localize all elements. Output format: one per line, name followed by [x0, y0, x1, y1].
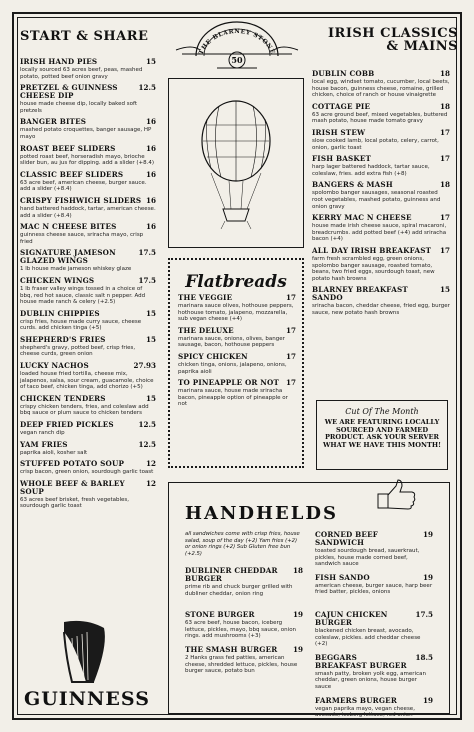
menu-item-price: 17 — [439, 213, 450, 223]
menu-item-price: 17 — [285, 378, 296, 388]
svg-text:THE BLARNEY STONE — [198, 28, 277, 56]
menu-item-description: slow cooked lamb, local potato, celery, carrot, onion, garlic toast — [312, 137, 439, 151]
menu-item-name: THE VEGGIE — [178, 293, 233, 302]
start-share-heading: START & SHARE — [20, 29, 149, 44]
menu-item — [178, 327, 296, 349]
menu-item-price: 19 — [292, 610, 303, 620]
menu-item-price: 17.5 — [138, 248, 156, 258]
menu-item-price: 17 — [439, 154, 450, 164]
menu-item — [178, 353, 296, 375]
cut-of-month-body: WE ARE FEATURING LOCALLY SOURCED AND FARMED PRODUCT. ASK YOUR SERVER WHAT WE HAVE THIS MONTH! — [323, 418, 442, 449]
menu-item-description: crisp fries, house made curry sauce, cheese curds. add chicken tinga (+5) — [20, 318, 142, 332]
menu-item — [20, 249, 156, 273]
menu-item-price: 18 — [439, 101, 450, 111]
menu-item-name: BLARNEY BREAKFAST SANDO — [312, 285, 408, 303]
handhelds-note: all sandwiches come with crisp fries, house salad, soup of the day (+2) Yam fries (+2) or onion rings (+2) Sub Gluten free bun (+2.5) — [185, 531, 300, 557]
menu-item-name: KERRY MAC N CHEESE — [312, 213, 412, 223]
menu-item — [315, 611, 433, 648]
menu-item — [315, 654, 433, 691]
menu-item — [185, 567, 303, 597]
menu-item-price: 15 — [439, 285, 450, 295]
menu-item — [20, 58, 156, 80]
menu-item — [20, 223, 156, 245]
menu-item-name: DUBLIN CHIPPIES — [20, 308, 100, 318]
menu-item-description: spolombo banger sausages, seasonal roasted root vegetables, mashed potato, guinness and onion gravy — [312, 190, 441, 210]
menu-item — [315, 697, 433, 719]
menu-item-description: hand battered haddock, tartar, american cheese. add a slider (+8.4) — [20, 205, 156, 219]
menu-item-description: 63 acre ground beef, mixed vegetables, buttered mash potato, house made tomato gravy — [312, 111, 448, 125]
menu-item — [20, 441, 156, 457]
menu-item — [20, 197, 156, 219]
menu-item-name: MAC N CHEESE BITES — [20, 222, 117, 232]
menu-item-price: 27.93 — [133, 361, 156, 371]
menu-item-description: harp lager battered haddock, tartar sauce, coleslaw, fries. add extra fish (+8) — [312, 164, 430, 177]
harp-icon — [24, 618, 144, 688]
menu-item-description: blackened chicken breast, avocado, coleslaw, pickles. add cheddar cheese (+2) — [315, 627, 421, 648]
menu-item-description: loaded house fried tortilla, cheese mix, jalapenos, salsa, sour cream, guacamole, choice of taco beef, chicken tinga, add chorizo (+5) — [20, 371, 154, 391]
menu-item-price: 17 — [439, 245, 450, 255]
menu-item-description: shepherd's gravy, potted beef, crisp fries, cheese curds, green onion — [20, 344, 136, 358]
menu-item-description: local egg, windset tomato, cucumber, local beets, house bacon, guinness cheese, romaine, grilled chicken, choice of ranch or house vinaigrette — [312, 79, 450, 99]
menu-item — [20, 84, 156, 114]
menu-item-name: LUCKY NACHOS — [20, 361, 89, 371]
menu-item-price: 16 — [145, 195, 156, 205]
blarney-stone-badge — [172, 16, 302, 78]
menu-item-price: 16 — [145, 143, 156, 153]
menu-item — [312, 286, 450, 316]
menu-item-name: SHEPHERD'S FRIES — [20, 334, 106, 344]
menu-item-description: 1 lb house made jameson whiskey glaze — [20, 266, 132, 273]
menu-item-price: 12.5 — [138, 439, 156, 449]
menu-item-description: american cheese, burger sauce, harp beer fried batter, pickles, onions — [315, 582, 433, 596]
menu-item-name: FISH BASKET — [312, 154, 372, 164]
menu-item-description: marinara sauce olives, hothouse peppers, hothouse tomato, jalapeno, mozzarella, sub vegan cheese (+4) — [178, 303, 294, 323]
badge-ornament-icon — [172, 16, 302, 78]
menu-item-description: marinara sauce, house made sriracha bacon, pineapple option of pineapple or not — [178, 388, 288, 408]
menu-item-description: sriracha bacon, cheddar cheese, fried egg, burger sauce, new potato hash browns — [312, 303, 450, 316]
menu-item-name: CORNED BEEF SANDWICH — [315, 530, 379, 547]
menu-item-name: SPICY CHICKEN — [178, 351, 248, 361]
thumbs-up-hand-icon — [374, 478, 418, 516]
menu-item-description: mashed potato croquettes, banger sausage, HP mayo — [20, 127, 152, 140]
menu-item — [312, 129, 450, 151]
menu-item-price: 17.5 — [415, 609, 433, 619]
menu-item-name: TO PINEAPPLE OR NOT — [178, 378, 280, 388]
menu-item-price: 19 — [292, 644, 303, 654]
balloon-illustration-frame — [168, 78, 304, 248]
menu-item-price: 19 — [422, 695, 433, 705]
irish-classics-list — [312, 70, 450, 320]
menu-item — [312, 181, 450, 210]
menu-item-name: ALL DAY IRISH BREAKFAST — [312, 245, 432, 255]
menu-item-name: ROAST BEEF SLIDERS — [20, 143, 116, 153]
irish-classics-heading-line1: IRISH CLASSICS — [327, 26, 458, 41]
flatbreads-title: Flatbreads — [185, 272, 287, 292]
menu-item-description: house made cheese dip, locally baked soft pretzels — [20, 101, 138, 114]
menu-item-description: 63 acre beef, american cheese, burger sauce. add a slider (+8.4) — [20, 179, 147, 193]
menu-item — [20, 395, 156, 417]
menu-item-description: vegan ranch dip — [20, 430, 65, 437]
menu-item-price: 16 — [145, 117, 156, 127]
menu-item-price: 15 — [145, 57, 156, 66]
menu-item-price: 12.5 — [138, 420, 156, 430]
menu-item — [20, 145, 156, 167]
menu-item-description: house made irish cheese sauce, spiral macaroni, breadcrumbs. add potted beef (+4) add sriracha bacon (+4) — [312, 223, 447, 243]
menu-item-name: THE SMASH BURGER — [185, 644, 278, 654]
menu-item-price: 12 — [145, 459, 156, 469]
menu-item-description: paprika aioli, kosher salt — [20, 449, 88, 456]
badge-number: 50 — [231, 55, 243, 65]
menu-item-name: BEGGARS BREAKFAST BURGER — [315, 652, 407, 670]
handhelds-title: HANDHELDS — [185, 503, 339, 524]
menu-item-name: CHICKEN TENDERS — [20, 393, 106, 403]
flatbreads-section — [168, 258, 304, 468]
menu-item-price: 12 — [145, 478, 156, 488]
menu-item-description: locally sourced 63 acres beef, peas, mashed potato, potted beef onion gravy — [20, 67, 143, 80]
menu-item-description: chicken tinga, onions, jalapeno, onions, paprika aioli — [178, 361, 287, 375]
menu-item-price: 16 — [145, 222, 156, 232]
cut-of-month-box — [316, 400, 448, 470]
menu-item-description: toasted sourdough bread, sauerkraut, pickles, house made corned beef, sandwich sauce — [315, 548, 420, 568]
menu-item — [178, 294, 296, 323]
menu-item — [20, 310, 156, 332]
menu-item-name: YAM FRIES — [20, 439, 68, 449]
menu-item-price: 18 — [439, 180, 450, 190]
menu-item-description: prime rib and chuck burger grilled with dubliner cheddar, onion ring — [185, 584, 293, 597]
badge-title: THE BLARNEY STONE — [197, 27, 277, 56]
guinness-wordmark: GUINNESS — [24, 688, 150, 710]
menu-item-price: 12.5 — [138, 83, 156, 93]
cut-of-month-title: Cut Of The Month — [345, 407, 419, 416]
menu-item-name: DUBLINER CHEDDAR BURGER — [185, 566, 278, 583]
menu-item-price: 15 — [145, 393, 156, 403]
menu-item — [185, 611, 303, 640]
menu-item — [20, 362, 156, 391]
menu-item-description: farm fresh scrambled egg, green onions, spolombo banger sausage, roasted tomato, beans, two fried eggs, sourdough toast, new potato hash browns — [312, 255, 435, 282]
irish-classics-heading-line2: & MAINS — [386, 39, 458, 54]
menu-item — [20, 480, 156, 510]
menu-item-name: PRETZEL & GUINNESS CHEESE DIP — [20, 83, 118, 101]
menu-item — [315, 531, 433, 568]
menu-item — [178, 379, 296, 408]
menu-item-description: 63 acre beef, house bacon, iceberg lettuce, pickles, mayo, bbq sauce, onion rings. add mushrooms (+3) — [185, 620, 297, 640]
menu-item — [20, 421, 156, 437]
menu-item-name: DUBLIN COBB — [312, 69, 375, 78]
menu-item — [185, 646, 303, 675]
irish-classics-heading — [328, 27, 458, 53]
menu-item-description: 1 lb fraser valley wings tossed in a choice of bbq, red hot sauce, classic salt n pepper. Add house made ranch & celery (+2.5) — [20, 285, 146, 306]
menu-item — [20, 118, 156, 140]
menu-item-name: CAJUN CHICKEN BURGER — [315, 609, 388, 627]
handhelds-right-list — [315, 531, 433, 725]
start-share-list — [20, 58, 156, 514]
menu-item-description: potted roast beef, horseradish mayo, brioche slider bun, au jus for dipping. add a slider (+8.4) — [20, 153, 154, 167]
menu-item-description: crispy chicken tenders, fries, and coleslaw add bbq sauce or plum sauce to chicken tenders — [20, 403, 149, 417]
menu-item-description: crisp bacon, green onion, sourdough garlic toast — [20, 469, 154, 476]
menu-item-name: IRISH STEW — [312, 127, 366, 137]
menu-item-name: WHOLE BEEF & BARLEY SOUP — [20, 478, 125, 496]
menu-item-description: 63 acres beef brisket, fresh vegetables, sourdough garlic toast — [20, 496, 130, 510]
menu-item-name: DEEP FRIED PICKLES — [20, 420, 114, 430]
menu-item-price: 17 — [285, 293, 296, 302]
menu-item-name: FARMERS BURGER — [315, 695, 398, 705]
menu-item-price: 18.5 — [415, 652, 433, 662]
menu-item-name: SIGNATURE JAMESON GLAZED WINGS — [20, 248, 116, 266]
menu-item — [20, 171, 156, 193]
menu-item — [312, 155, 450, 177]
menu-item-name: CLASSIC BEEF SLIDERS — [20, 169, 124, 179]
menu-item-description: guinness cheese sauce, sriracha mayo, crisp fried — [20, 232, 144, 245]
menu-item-name: THE DELUXE — [178, 325, 234, 335]
menu-item-price: 17 — [439, 127, 450, 137]
menu-item — [20, 336, 156, 358]
menu-item-description: smash patty, broken yolk egg, american cheddar, green onions, house burger sauce — [315, 670, 426, 690]
menu-item-name: STONE BURGER — [185, 610, 255, 620]
menu-item-name: BANGERS & MASH — [312, 180, 393, 190]
menu-item-description: 2 Hanks grass fed patties, american cheese, shredded lettuce, pickles, house burger sauce, potato bun — [185, 654, 298, 675]
menu-item-price: 15 — [145, 308, 156, 318]
menu-item — [312, 214, 450, 243]
menu-item-description: vegan paprika mayo, vegan cheese, avocado, iceberg lettuce, red onion — [315, 705, 415, 719]
handhelds-section — [168, 482, 450, 719]
menu-item — [315, 574, 433, 596]
menu-item — [312, 70, 450, 99]
menu-item-description: marinara sauce, onions, olives, banger sausage, bacon, hothouse peppers — [178, 335, 285, 349]
menu-item-name: FISH SANDO — [315, 572, 370, 582]
menu-item-name: COTTAGE PIE — [312, 101, 371, 111]
menu-item — [20, 277, 156, 306]
menu-item-price: 18 — [439, 69, 450, 78]
menu-item-price: 16 — [145, 169, 156, 179]
handhelds-left-list — [185, 567, 303, 681]
menu-item-name: BANGER BITES — [20, 117, 87, 127]
menu-item-price: 17.5 — [138, 275, 156, 285]
menu-item-price: 19 — [422, 572, 433, 582]
menu-item-price: 17 — [285, 325, 296, 335]
menu-item-name: IRISH HAND PIES — [20, 57, 98, 66]
menu-item-price: 19 — [422, 530, 433, 539]
menu-item-price: 15 — [145, 334, 156, 344]
menu-item — [312, 247, 450, 282]
hot-air-balloon-icon — [169, 79, 303, 247]
menu-item-name: STUFFED POTATO SOUP — [20, 459, 125, 469]
menu-item-price: 17 — [285, 351, 296, 361]
guinness-logo — [24, 618, 150, 718]
menu-item-price: 18 — [292, 566, 303, 575]
menu-item — [312, 103, 450, 125]
menu-item-name: CHICKEN WINGS — [20, 275, 95, 285]
menu-item — [20, 460, 156, 476]
menu-item-name: CRISPY FISHWICH SLIDERS — [20, 195, 142, 205]
